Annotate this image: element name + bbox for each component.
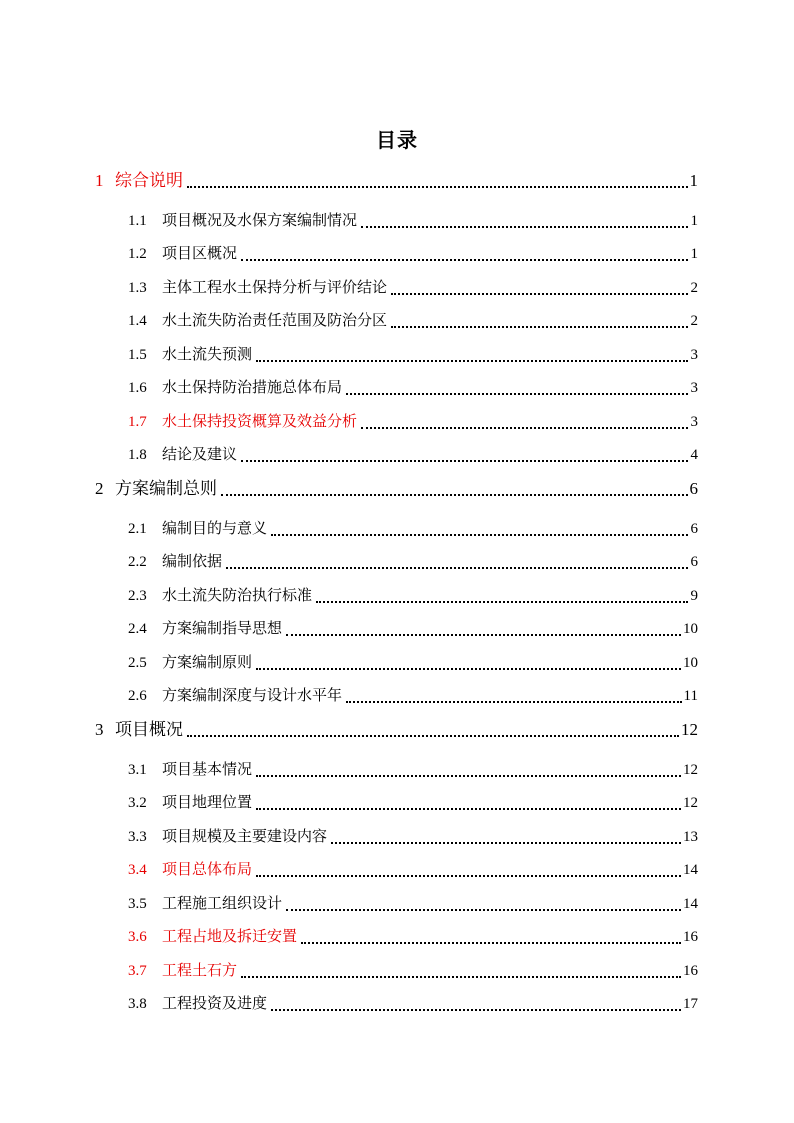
- toc-dot-leader: [331, 841, 681, 844]
- toc-dot-leader: [346, 700, 682, 703]
- toc-entry-page-number: 12: [681, 720, 698, 739]
- toc-entry-page-number: 2: [690, 313, 698, 329]
- toc-entry-number: 3.8: [128, 996, 147, 1012]
- toc-entry-number: 1.3: [128, 280, 147, 296]
- toc-dot-leader: [256, 667, 681, 670]
- toc-dot-leader: [187, 734, 679, 737]
- toc-entry-page-number: 6: [690, 521, 698, 537]
- toc-entry-title: 水土流失防治责任范围及防治分区: [162, 313, 388, 329]
- toc-entry[interactable]: [128, 342, 698, 368]
- toc-entry[interactable]: [128, 442, 698, 468]
- toc-entry[interactable]: [128, 516, 698, 542]
- toc-entry-number: 1.7: [128, 414, 147, 430]
- toc-entry-title: 工程占地及拆迁安置: [162, 929, 298, 945]
- toc-entry-page-number: 2: [690, 280, 698, 296]
- toc-entry-title: 工程土石方: [162, 963, 238, 979]
- toc-dot-leader: [391, 292, 688, 295]
- toc-entry-title: 综合说明: [115, 171, 183, 190]
- toc-dot-leader: [241, 459, 688, 462]
- toc-dot-leader: [241, 975, 681, 978]
- toc-entry-title: 水土保持防治措施总体布局: [162, 380, 343, 396]
- toc-entry-page-number: 11: [683, 688, 698, 704]
- toc-entry[interactable]: [128, 683, 698, 709]
- toc-entry-title: 水土流失防治执行标准: [162, 588, 313, 604]
- toc-title: 目录: [376, 130, 418, 152]
- toc-entry[interactable]: [128, 857, 698, 883]
- toc-entry[interactable]: [95, 717, 698, 743]
- toc-entry-title: 工程施工组织设计: [162, 896, 283, 912]
- toc-entry-page-number: 16: [683, 963, 698, 979]
- toc-entry[interactable]: [128, 891, 698, 917]
- toc-dot-leader: [301, 941, 681, 944]
- toc-dot-leader: [256, 874, 681, 877]
- toc-entry-title: 项目概况: [115, 720, 183, 739]
- toc-entry[interactable]: [128, 583, 698, 609]
- toc-entry-title: 项目基本情况: [162, 762, 253, 778]
- toc-entry-title: 工程投资及进度: [162, 996, 268, 1012]
- toc-entry[interactable]: [128, 924, 698, 950]
- toc-dot-leader: [361, 225, 688, 228]
- toc-dot-leader: [316, 600, 688, 603]
- toc-entry[interactable]: [128, 241, 698, 267]
- toc-dot-leader: [226, 566, 688, 569]
- toc-entry-page-number: 14: [683, 862, 698, 878]
- toc-dot-leader: [256, 807, 681, 810]
- toc-entry-title: 项目规模及主要建设内容: [162, 829, 328, 845]
- toc-entry-page-number: 6: [690, 554, 698, 570]
- toc-entry-page-number: 10: [683, 621, 698, 637]
- toc-entry-number: 3.6: [128, 929, 147, 945]
- toc-entry-title: 项目区概况: [162, 246, 238, 262]
- toc-entry-number: 3: [95, 720, 104, 739]
- toc-dot-leader: [286, 908, 681, 911]
- toc-entry-number: 1.4: [128, 313, 147, 329]
- toc-entry-number: 2.4: [128, 621, 147, 637]
- toc-dot-leader: [271, 1008, 681, 1011]
- toc-entry[interactable]: [128, 650, 698, 676]
- toc-entry-page-number: 12: [683, 762, 698, 778]
- toc-entry[interactable]: [128, 824, 698, 850]
- toc-entry-page-number: 9: [690, 588, 698, 604]
- toc-entry-page-number: 1: [690, 246, 698, 262]
- toc-dot-leader: [286, 633, 681, 636]
- toc-entry-page-number: 12: [683, 795, 698, 811]
- toc-entry-number: 2: [95, 479, 104, 498]
- toc-entry[interactable]: [128, 616, 698, 642]
- toc-entry-title: 方案编制深度与设计水平年: [162, 688, 343, 704]
- toc-dot-leader: [256, 359, 688, 362]
- toc-entry-number: 3.4: [128, 862, 147, 878]
- toc-entry[interactable]: [128, 308, 698, 334]
- toc-entry-title: 结论及建议: [162, 447, 238, 463]
- toc-entry-title: 主体工程水土保持分析与评价结论: [162, 280, 388, 296]
- toc-entry-page-number: 1: [689, 171, 698, 190]
- toc-entry-page-number: 16: [683, 929, 698, 945]
- toc-dot-leader: [256, 774, 681, 777]
- toc-entry[interactable]: [128, 757, 698, 783]
- toc-entry[interactable]: [128, 790, 698, 816]
- toc-entry-title: 方案编制总则: [115, 479, 217, 498]
- toc-entry[interactable]: [128, 375, 698, 401]
- toc-entry-number: 1.6: [128, 380, 147, 396]
- toc-dot-leader: [221, 493, 688, 496]
- toc-entry-number: 3.3: [128, 829, 147, 845]
- toc-entry-page-number: 3: [690, 347, 698, 363]
- toc-entry-number: 3.7: [128, 963, 147, 979]
- toc-entry-title: 项目概况及水保方案编制情况: [162, 213, 358, 229]
- toc-entry[interactable]: [95, 168, 698, 194]
- toc-entry-title: 水土保持投资概算及效益分析: [162, 414, 358, 430]
- toc-entry-number: 2.5: [128, 655, 147, 671]
- toc-entry-title: 项目总体布局: [162, 862, 253, 878]
- toc-entry-number: 1.5: [128, 347, 147, 363]
- toc-entry[interactable]: [128, 549, 698, 575]
- toc-entry-title: 项目地理位置: [162, 795, 253, 811]
- toc-entry-number: 1.8: [128, 447, 147, 463]
- toc-entry[interactable]: [128, 208, 698, 234]
- toc-dot-leader: [187, 185, 688, 188]
- toc-entry-number: 2.6: [128, 688, 147, 704]
- toc-entry-page-number: 3: [690, 380, 698, 396]
- toc-dot-leader: [241, 258, 688, 261]
- toc-entry-title: 方案编制原则: [162, 655, 253, 671]
- toc-entry[interactable]: [128, 958, 698, 984]
- toc-entry[interactable]: [128, 409, 698, 435]
- toc-entry-number: 2.3: [128, 588, 147, 604]
- toc-entry-page-number: 3: [690, 414, 698, 430]
- toc-entry-title: 编制目的与意义: [162, 521, 268, 537]
- toc-entry-page-number: 13: [683, 829, 698, 845]
- toc-entry-number: 2.1: [128, 521, 147, 537]
- toc-dot-leader: [361, 426, 688, 429]
- toc-dot-leader: [271, 533, 688, 536]
- toc-entry-title: 水土流失预测: [162, 347, 253, 363]
- toc-dot-leader: [346, 392, 688, 395]
- toc-entry-page-number: 14: [683, 896, 698, 912]
- toc-entry-number: 1.2: [128, 246, 147, 262]
- toc-entry-page-number: 4: [690, 447, 698, 463]
- toc-entry-page-number: 1: [690, 213, 698, 229]
- toc-entry-number: 1.1: [128, 213, 147, 229]
- toc-dot-leader: [391, 325, 688, 328]
- toc-entry[interactable]: [128, 275, 698, 301]
- toc-entry-title: 方案编制指导思想: [162, 621, 283, 637]
- toc-entry-page-number: 17: [683, 996, 698, 1012]
- toc-entry-number: 3.2: [128, 795, 147, 811]
- toc-entry-page-number: 10: [683, 655, 698, 671]
- toc-entry-number: 3.5: [128, 896, 147, 912]
- toc-entry[interactable]: [128, 991, 698, 1017]
- toc-entry-number: 2.2: [128, 554, 147, 570]
- toc-entry-number: 1: [95, 171, 104, 190]
- toc-entry-number: 3.1: [128, 762, 147, 778]
- toc-entry-title: 编制依据: [162, 554, 223, 570]
- toc-entry-page-number: 6: [689, 479, 698, 498]
- toc-entry[interactable]: [95, 476, 698, 502]
